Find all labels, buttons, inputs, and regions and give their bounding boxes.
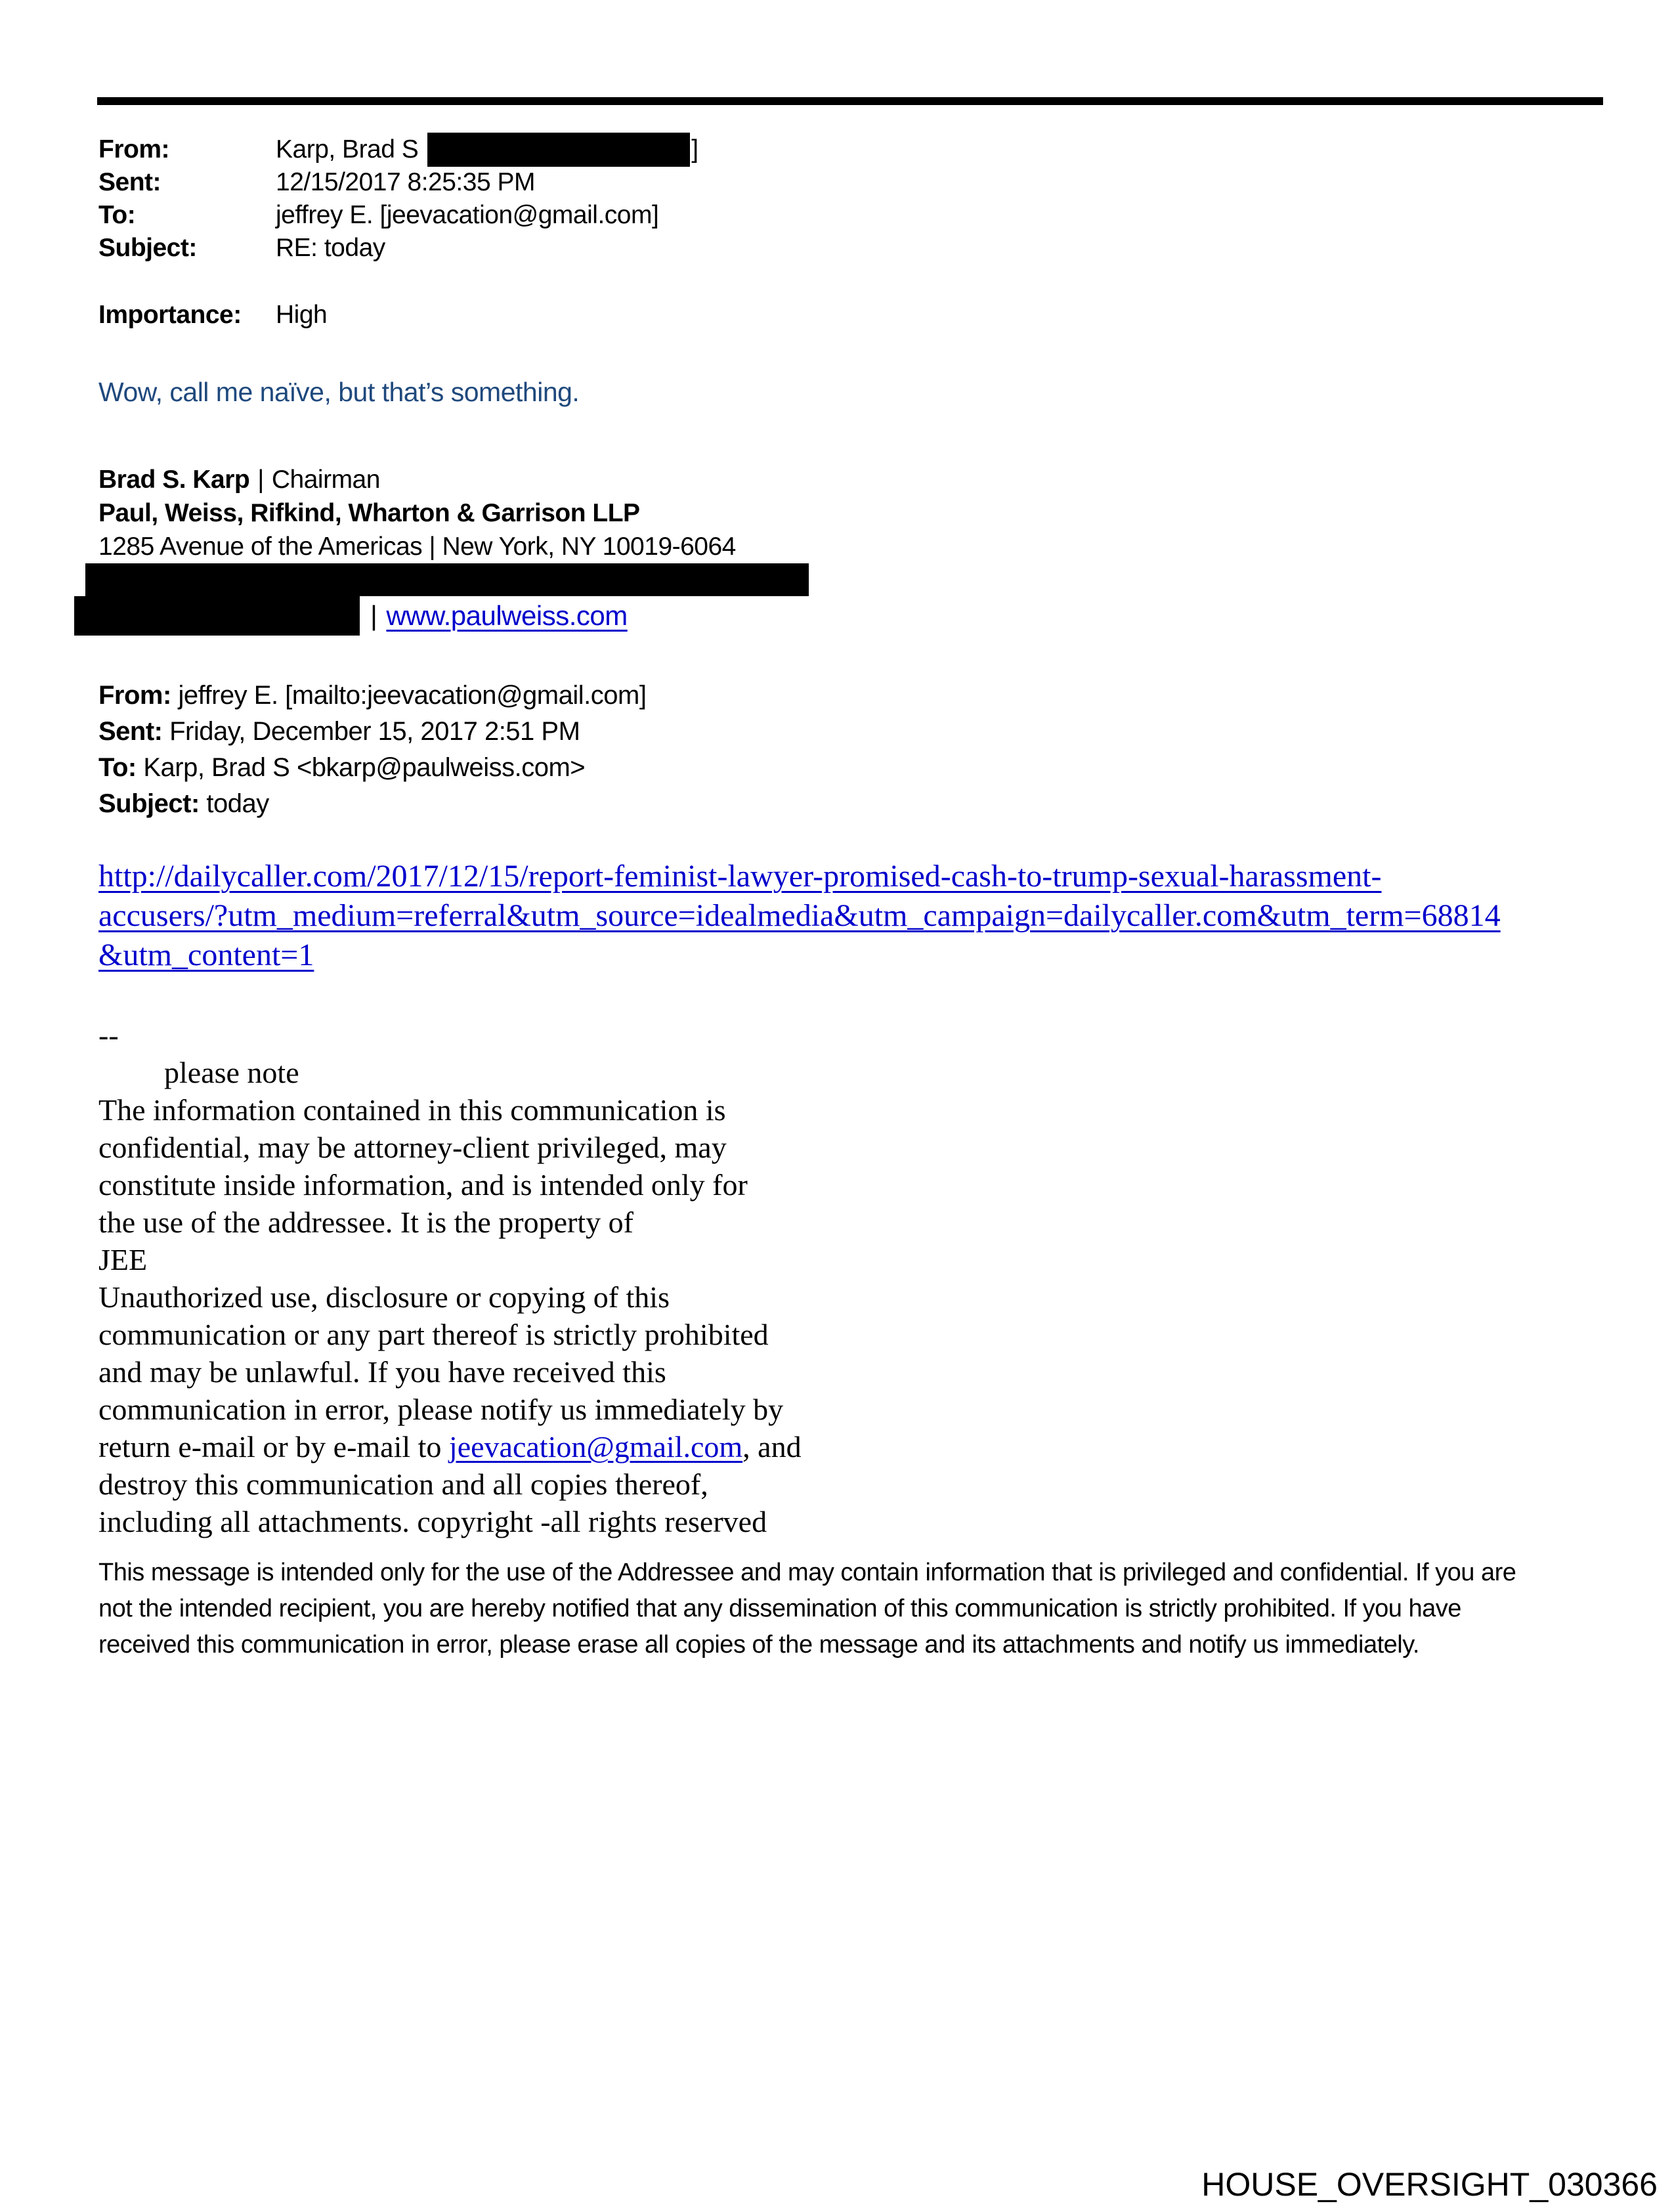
disclaimer-line: communication or any part thereof is strictly prohibited xyxy=(98,1318,769,1351)
redaction-bar-wide xyxy=(85,563,809,596)
disclaimer-line: the use of the addressee. It is the property of xyxy=(98,1205,633,1239)
from-sender-name: Karp, Brad S xyxy=(276,135,419,163)
article-url xyxy=(98,857,1501,975)
quoted-sent-value: Friday, December 15, 2017 2:51 PM xyxy=(162,717,580,746)
subject-label: Subject: xyxy=(98,234,197,262)
article-url-line-3[interactable]: &utm_content=1 xyxy=(98,938,314,972)
quoted-subject-value: today xyxy=(199,789,269,818)
to-label: To: xyxy=(98,201,136,229)
signature-firm: Paul, Weiss, Rifkind, Wharton & Garrison LLP xyxy=(98,499,640,527)
paulweiss-website-link[interactable]: www.paulweiss.com xyxy=(386,600,628,631)
signature-block xyxy=(98,463,736,563)
to-value: jeffrey E. [jeevacation@gmail.com] xyxy=(276,201,659,229)
sans-disclaimer-line: not the intended recipient, you are hereby notified that any dissemination of this communication is strictly prohibited. If you have xyxy=(98,1595,1461,1622)
sans-disclaimer-line: received this communication in error, please erase all copies of the message and its attachments and notify us immediately. xyxy=(98,1631,1419,1659)
disclaimer-line: communication in error, please notify us immediately by xyxy=(98,1393,784,1426)
disclaimer-note: please note xyxy=(164,1056,299,1089)
website-line xyxy=(74,596,628,636)
disclaimer-line: The information contained in this communication is xyxy=(98,1093,726,1127)
importance-value: High xyxy=(276,301,328,329)
sent-row xyxy=(98,166,698,199)
quoted-email-header xyxy=(98,678,646,822)
disclaimer-line: constitute inside information, and is intended only for xyxy=(98,1168,748,1202)
disclaimer-line: Unauthorized use, disclosure or copying of this xyxy=(98,1280,670,1314)
serif-disclaimer xyxy=(98,1016,802,1540)
importance-row xyxy=(98,299,698,332)
jeevacation-email-link[interactable]: jeevacation@gmail.com xyxy=(448,1430,743,1464)
signature-name-separator: | xyxy=(257,466,264,494)
from-row xyxy=(98,133,698,166)
quoted-from-value: jeffrey E. [mailto:jeevacation@gmail.com] xyxy=(171,681,647,710)
reply-message-text: Wow, call me naïve, but that’s something. xyxy=(98,377,580,407)
redaction-box-from-address xyxy=(427,133,690,167)
signature-address: 1285 Avenue of the Americas | New York, NY 10019-6064 xyxy=(98,532,736,561)
website-separator: | xyxy=(370,600,377,631)
quoted-from-label: From: xyxy=(98,681,171,710)
disclaimer-email-prefix: return e-mail or by e-mail to xyxy=(98,1430,449,1464)
signature-name-line xyxy=(98,463,736,496)
signature-title: Chairman xyxy=(271,466,380,494)
from-bracket: ] xyxy=(691,135,698,163)
signature-name: Brad S. Karp xyxy=(98,466,250,494)
quoted-subject-label: Subject: xyxy=(98,789,200,818)
quoted-sent-label: Sent: xyxy=(98,717,163,746)
sent-value: 12/15/2017 8:25:35 PM xyxy=(276,168,535,196)
disclaimer-line: and may be unlawful. If you have received this xyxy=(98,1355,666,1389)
quoted-to-value: Karp, Brad S <bkarp@paulweiss.com> xyxy=(136,753,586,782)
disclaimer-line: confidential, may be attorney-client privileged, may xyxy=(98,1131,727,1164)
quoted-subject-row xyxy=(98,786,646,822)
quoted-to-label: To: xyxy=(98,753,137,782)
disclaimer-line: including all attachments. copyright -all rights reserved xyxy=(98,1505,767,1538)
sans-disclaimer-line: This message is intended only for the use of the Addressee and may contain information that is privileged and confidential. If you are xyxy=(98,1559,1516,1586)
quoted-to-row xyxy=(98,750,646,786)
article-url-line-2[interactable]: accusers/?utm_medium=referral&utm_source=idealmedia&utm_campaign=dailycaller.com&utm_term=68814 xyxy=(98,898,1501,933)
from-value xyxy=(276,133,698,167)
quoted-from-row xyxy=(98,678,646,714)
header-divider-rule xyxy=(97,97,1603,105)
importance-label: Importance: xyxy=(98,301,242,329)
subject-row xyxy=(98,232,698,265)
to-row xyxy=(98,199,698,232)
disclaimer-line: destroy this communication and all copies thereof, xyxy=(98,1467,708,1501)
quoted-sent-row xyxy=(98,714,646,750)
outer-email-header xyxy=(98,133,698,332)
disclaimer-dashes: -- xyxy=(98,1018,119,1052)
redaction-bar-narrow xyxy=(74,596,360,636)
article-url-line-1[interactable]: http://dailycaller.com/2017/12/15/report-feminist-lawyer-promised-cash-to-trump-sexual-harassment- xyxy=(98,859,1382,894)
bates-number: HOUSE_OVERSIGHT_030366 xyxy=(1201,2166,1658,2203)
disclaimer-line: JEE xyxy=(98,1243,148,1276)
sent-label: Sent: xyxy=(98,168,161,196)
from-label: From: xyxy=(98,135,169,163)
subject-value: RE: today xyxy=(276,234,385,262)
disclaimer-email-suffix: , and xyxy=(742,1430,802,1464)
sans-disclaimer xyxy=(98,1555,1516,1663)
disclaimer-email-line xyxy=(98,1428,802,1465)
